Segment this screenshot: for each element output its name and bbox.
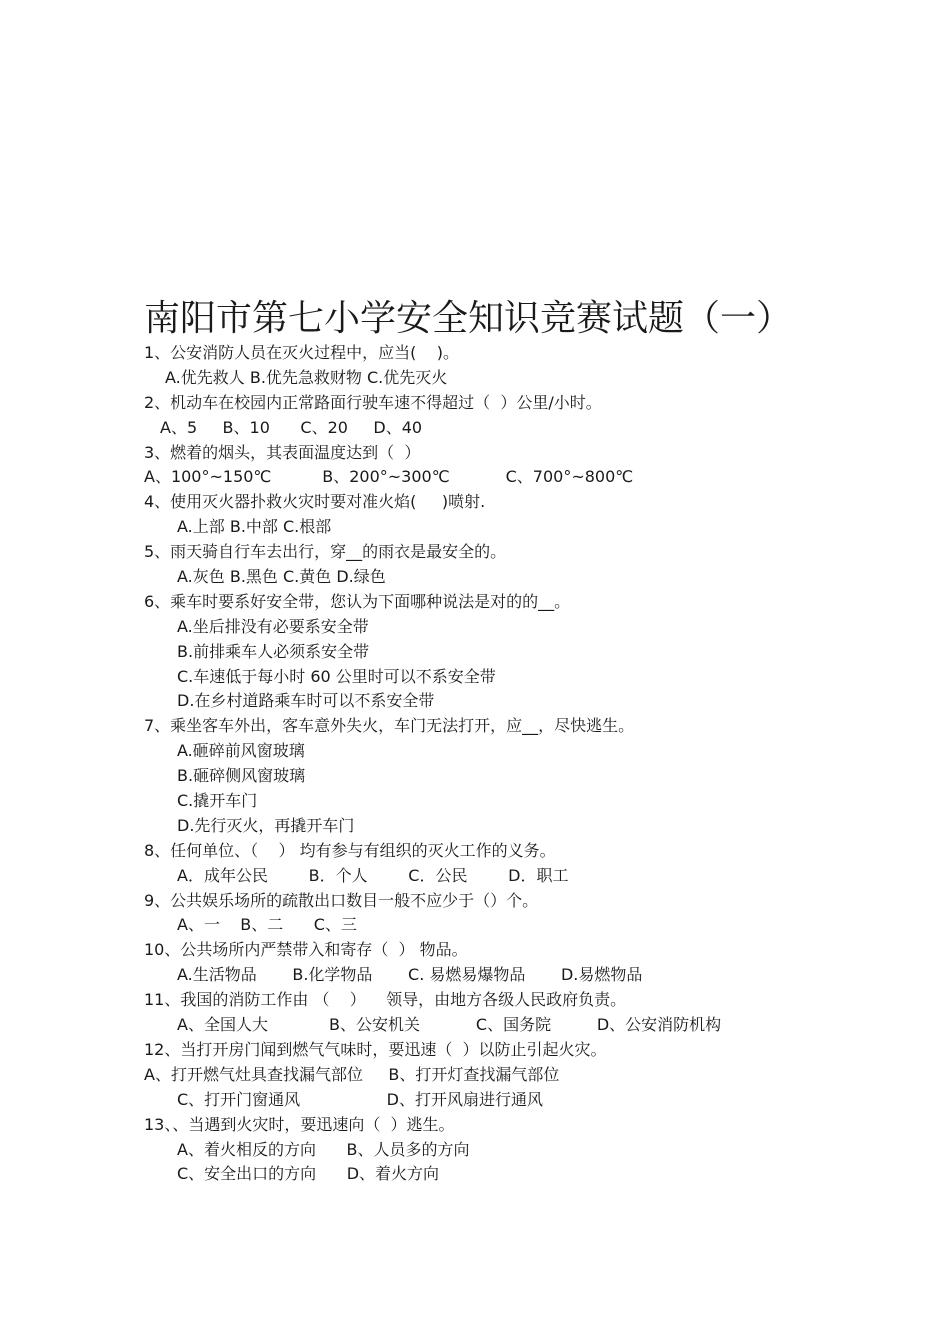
option-line: D.在乡村道路乘车时可以不系安全带 <box>177 691 435 711</box>
option-line: A.坐后排没有必要系安全带 <box>177 616 369 636</box>
option-line: A．成年公民 B．个人 C．公民 D．职工 <box>177 865 569 885</box>
option-line: A.上部 B.中部 C.根部 <box>177 517 332 537</box>
question-line: 10、公共场所内严禁带入和寄存（ ） 物品。 <box>144 940 468 960</box>
question-line: 6、乘车时要系好安全带，您认为下面哪种说法是对的的__。 <box>144 591 571 611</box>
question-line: 12、当打开房门闻到燃气气味时，要迅速（ ）以防止引起火灾。 <box>144 1039 607 1059</box>
question-line: A、打开燃气灶具查找漏气部位 B、打开灯查找漏气部位 <box>144 1064 560 1084</box>
option-line: C、安全出口的方向 D、着火方向 <box>177 1164 440 1184</box>
option-line: C、打开门窗通风 D、打开风扇进行通风 <box>177 1089 543 1109</box>
question-line: 1、公安消防人员在灭火过程中，应当( )。 <box>144 343 460 362</box>
question-line: 11、我国的消防工作由 （ ） 领导，由地方各级人民政府负责。 <box>144 990 627 1010</box>
question-list <box>0 341 950 1187</box>
option-line: A、着火相反的方向 B、人员多的方向 <box>177 1139 470 1159</box>
option-line: A.砸碎前风窗玻璃 <box>177 741 305 761</box>
option-line: C.撬开车门 <box>177 791 258 811</box>
option-line: B.砸碎侧风窗玻璃 <box>177 766 306 786</box>
question-line: 13、、当遇到火灾时，要迅速向（ ）逃生。 <box>144 1114 455 1134</box>
question-line: 2、机动车在校园内正常路面行驶车速不得超过（ ）公里/小时。 <box>144 392 602 412</box>
page-title: 南阳市第七小学安全知识竞赛试题（一） <box>144 298 793 339</box>
question-line: 9、公共娱乐场所的疏散出口数目一般不应少于（）个。 <box>144 890 539 910</box>
option-line: C.车速低于每小时 60 公里时可以不系安全带 <box>177 666 496 686</box>
option-line: A.灰色 B.黑色 C.黄色 D.绿色 <box>177 567 386 587</box>
option-line: A.优先救人 B.优先急救财物 C.优先灭火 <box>165 367 448 387</box>
option-line: B.前排乘车人必须系安全带 <box>177 641 370 661</box>
option-line: A、一 B、二 C、三 <box>177 915 357 935</box>
option-line: A、5 B、10 C、20 D、40 <box>160 417 423 437</box>
question-line: 7、乘坐客车外出，客车意外失火，车门无法打开，应__，尽快逃生。 <box>144 716 635 736</box>
question-line: A、100°~150℃ B、200°~300℃ C、700°~800℃ <box>144 467 634 487</box>
option-line: A.生活物品 B.化学物品 C. 易燃易爆物品 D.易燃物品 <box>177 965 643 985</box>
question-line: 5、雨天骑自行车去出行，穿__的雨衣是最安全的。 <box>144 542 507 562</box>
question-line: 8、任何单位、（ ） 均有参与有组织的灭火工作的义务。 <box>144 840 556 860</box>
question-line: 3、燃着的烟头，其表面温度达到（ ） <box>144 442 421 462</box>
option-line: D.先行灭火，再撬开车门 <box>177 815 355 835</box>
question-line: 4、使用灭火器扑救火灾时要对准火焰( )喷射. <box>144 492 486 512</box>
option-line: A、全国人大 B、公安机关 C、国务院 D、公安消防机构 <box>177 1015 722 1035</box>
